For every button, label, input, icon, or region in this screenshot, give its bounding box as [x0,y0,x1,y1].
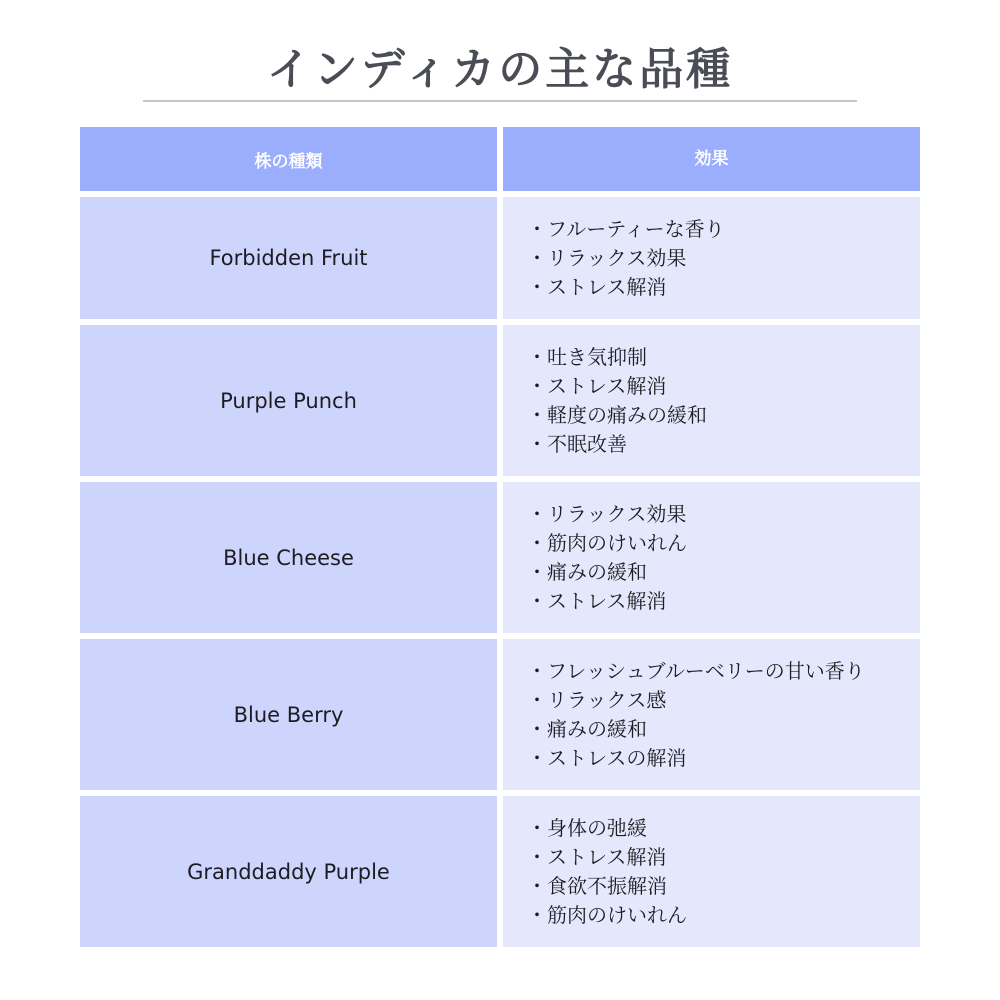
page-title: インディカの主な品種 [266,44,734,95]
title-underline [143,100,857,102]
effects-list [503,796,920,947]
effects-list [503,482,920,633]
effect-item: ・ 痛みの緩和 [527,715,920,744]
effect-item: ・ フルーティーな香り [527,215,920,244]
strain-name: Granddaddy Purple [80,796,497,947]
effects-list [503,639,920,790]
effect-item: ・ フレッシュブルーベリーの甘い香り [527,657,920,686]
effect-item: ・ リラックス効果 [527,244,920,273]
effects-list [503,325,920,476]
effects-list [503,197,920,319]
effect-item: ・ ストレスの解消 [527,744,920,773]
effect-item: ・ 筋肉のけいれん [527,901,920,930]
table-row [80,197,920,319]
effect-item: ・ リラックス感 [527,686,920,715]
effect-item: ・ 身体の弛緩 [527,814,920,843]
effect-item: ・ 吐き気抑制 [527,343,920,372]
table-header-row [80,127,920,191]
effect-item: ・ ストレス解消 [527,273,920,302]
effect-item: ・ 筋肉のけいれん [527,529,920,558]
effect-item: ・ ストレス解消 [527,372,920,401]
strain-name: Blue Berry [80,639,497,790]
effect-item: ・ 軽度の痛みの緩和 [527,401,920,430]
strain-table [80,127,920,953]
effect-item: ・ 痛みの緩和 [527,558,920,587]
strain-name: Purple Punch [80,325,497,476]
table-row [80,482,920,633]
header-effects: 効果 [503,127,920,191]
effect-item: ・ 不眠改善 [527,430,920,459]
table-row [80,796,920,947]
effect-item: ・ ストレス解消 [527,587,920,616]
strain-name: Forbidden Fruit [80,197,497,319]
table-row [80,325,920,476]
effect-item: ・ ストレス解消 [527,843,920,872]
table-row [80,639,920,790]
effect-item: ・ 食欲不振解消 [527,872,920,901]
effect-item: ・ リラックス効果 [527,500,920,529]
header-strain-type: 株の種類 [80,127,497,191]
strain-name: Blue Cheese [80,482,497,633]
title-area [143,40,857,100]
